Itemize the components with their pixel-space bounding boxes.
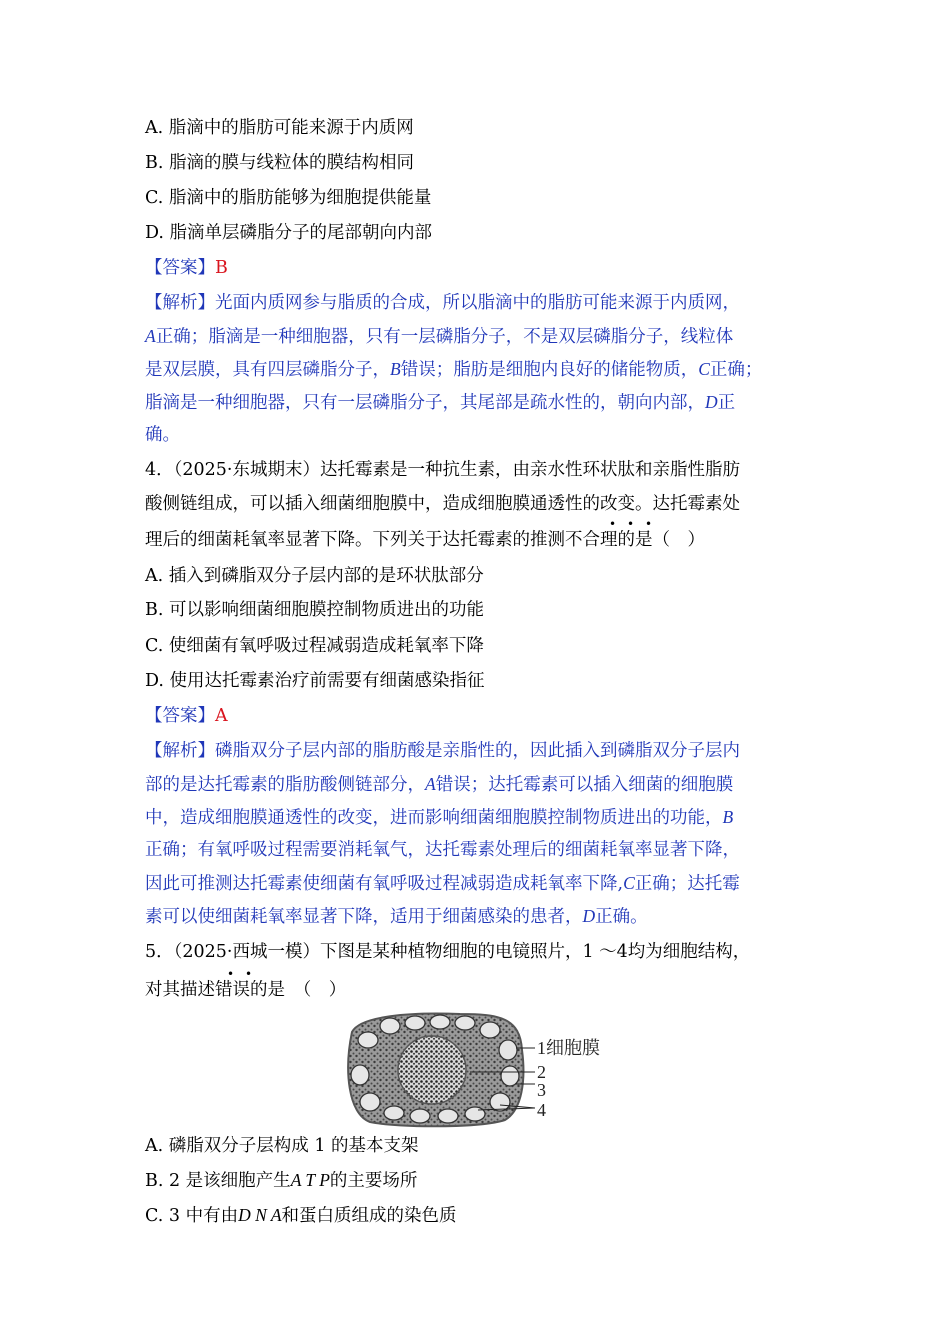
q3-analysis-line-3: 是双层膜，具有四层磷脂分子，B错误；脂肪是细胞内良好的储能物质，C正确； [145, 359, 763, 380]
q4-answer [145, 704, 228, 728]
label-cell-membrane: 1细胞膜 [537, 1038, 600, 1058]
q4-analysis-line-3: 中，造成细胞膜通透性的改变，进而影响细菌细胞膜控制物质进出的功能，B [145, 807, 734, 828]
q4-analysis-line-5: 因此可推测达托霉素使细菌有氧呼吸过程减弱造成耗氧率下降,C正确；达托霉 [145, 873, 740, 894]
q3-option-c: C. 脂滴中的脂肪能够为细胞提供能量 [145, 188, 432, 208]
q5-stem-line-1: 5．（2025·西城一模）下图是某种植物细胞的电镜照片，1 ～4均为细胞结构， [145, 942, 751, 962]
q3-analysis-line-1: 【解析】光面内质网参与脂质的合成，所以脂滴中的脂肪可能来源于内质网， [145, 293, 740, 313]
q4-option-d: D. 使用达托霉素治疗前需要有细菌感染指征 [145, 671, 485, 691]
label-4: 4 [537, 1100, 546, 1120]
q3-analysis-line-5: 确。 [145, 425, 180, 445]
q3-option-b: B. 脂滴的膜与线粒体的膜结构相同 [145, 153, 414, 173]
q4-analysis-line-2: 部的是达托霉素的脂肪酸侧链部分，A错误；达托霉素可以插入细菌的细胞膜 [145, 774, 734, 795]
q4-stem-line-1: 4．（2025·东城期末）达托霉素是一种抗生素，由亲水性环状肽和亲脂性脂肪 [145, 460, 740, 480]
emphasis-dot: • [645, 517, 653, 531]
emphasis-dot: • [227, 967, 235, 981]
q4-option-b: B. 可以影响细菌细胞膜控制物质进出的功能 [145, 600, 484, 620]
label-3: 3 [537, 1080, 546, 1100]
q4-analysis-line-1: 【解析】磷脂双分子层内部的脂肪酸是亲脂性的，因此插入到磷脂双分子层内 [145, 741, 740, 761]
label-2: 2 [537, 1062, 546, 1082]
q4-stem-line-3: 理后的细菌耗氧率显著下降。下列关于达托霉素的推测不合理的是（ ） [145, 530, 705, 550]
q4-analysis-line-4: 正确；有氧呼吸过程需要消耗氧气，达托霉素处理后的细菌耗氧率显著下降， [145, 840, 740, 860]
answer-label: 【答案】 [145, 706, 215, 726]
q3-option-d: D. 脂滴单层磷脂分子的尾部朝向内部 [145, 223, 433, 243]
q3-analysis-line-2: A正确；脂滴是一种细胞器，只有一层磷脂分子，不是双层磷脂分子，线粒体 [145, 326, 734, 347]
q5-option-a: A. 磷脂双分子层构成 1 的基本支架 [145, 1136, 419, 1156]
q4-option-c: C. 使细菌有氧呼吸过程减弱造成耗氧率下降 [145, 636, 484, 656]
q4-stem-line-2: 酸侧链组成，可以插入细菌细胞膜中，造成细胞膜通透性的改变。达托霉素处 [145, 494, 740, 514]
q5-stem-line-2: 对其描述错误的是 （ ） [145, 980, 347, 1000]
q3-option-a: A. 脂滴中的脂肪可能来源于内质网 [145, 118, 414, 138]
q3-analysis-line-4: 脂滴是一种细胞器，只有一层磷脂分子，其尾部是疏水性的，朝向内部，D正 [145, 392, 736, 413]
q5-option-b: B. 2 是该细胞产生A T P的主要场所 [145, 1170, 418, 1191]
q5-option-c: C. 3 中有由D N A和蛋白质组成的染色质 [145, 1205, 457, 1226]
answer-value: B [215, 258, 228, 278]
answer-label: 【答案】 [145, 258, 215, 278]
q4-option-a: A. 插入到磷脂双分子层内部的是环状肽部分 [145, 566, 484, 586]
answer-value: A [215, 706, 228, 726]
nucleus [398, 1036, 466, 1104]
cell-micrograph-figure [340, 1010, 610, 1130]
emphasis-dot: • [245, 967, 253, 981]
analysis-label: 【解析】 [145, 293, 215, 313]
cell-micrograph [340, 1010, 610, 1130]
q4-analysis-line-6: 素可以使细菌耗氧率显著下降，适用于细菌感染的患者，D正确。 [145, 906, 648, 927]
analysis-label: 【解析】 [145, 741, 215, 761]
q3-answer [145, 256, 228, 280]
emphasis-dot: • [609, 517, 617, 531]
emphasis-dot: • [627, 517, 635, 531]
